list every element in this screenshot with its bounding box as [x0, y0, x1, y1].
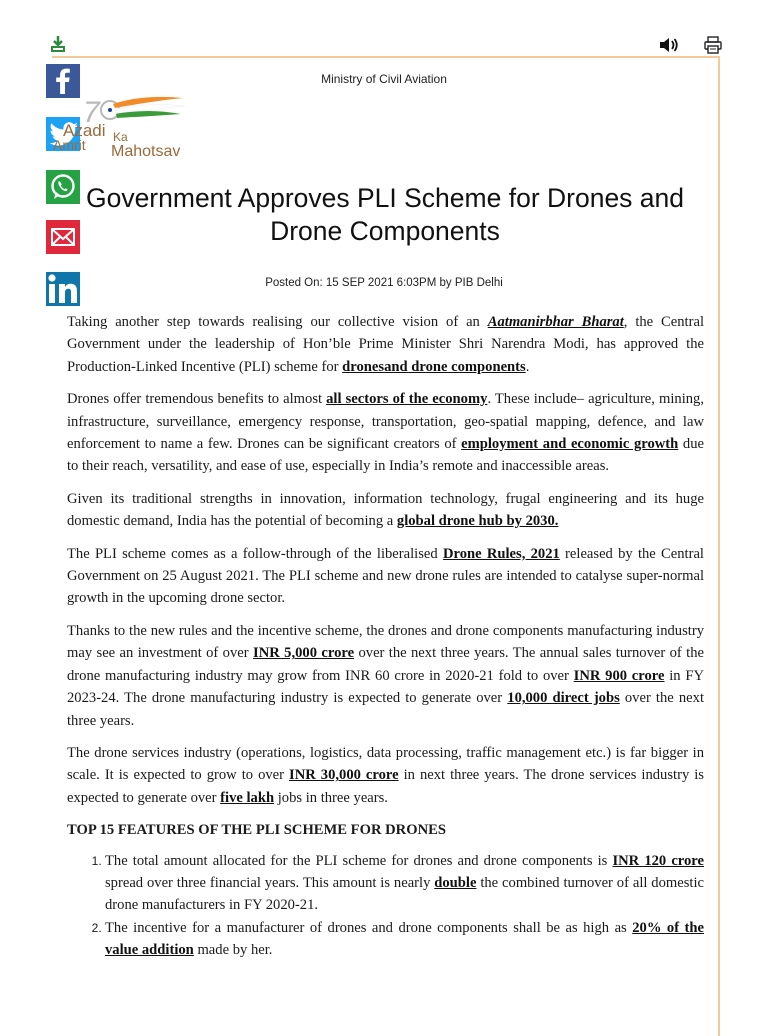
text: over the next three years.: [67, 690, 704, 729]
logo-ka-text: Ka: [113, 130, 128, 144]
global-drone-hub-link[interactable]: global drone hub by 2030.: [396, 513, 559, 530]
inr-30000-crore-link[interactable]: INR 30,000 crore: [289, 767, 399, 784]
paragraph-5: [67, 620, 704, 732]
text: .: [525, 358, 530, 375]
svg-text:7: 7: [83, 96, 100, 129]
text: Drones offer tremendous benefits to almost: [67, 391, 327, 408]
list-item: [105, 917, 704, 962]
text: The total amount allocated for the PLI scheme for drones and drone components is: [105, 852, 613, 869]
posted-date: Posted On: 15 SEP 2021 6:03PM by PIB Delhi: [265, 277, 503, 289]
paragraph-2: [67, 388, 704, 478]
azadi-ka-amrit-mahotsav-logo: [53, 92, 198, 162]
page-title: Government Approves PLI Scheme for Drones and Drone Components: [85, 183, 685, 246]
drone-rules-link[interactable]: Drone Rules, 2021: [442, 545, 560, 562]
text: , the Central Government under the leadership of Hon’ble Prime Minister Shri Narendra Modi, has approved the Production-Linked Incentive (PLI) scheme for: [67, 314, 704, 375]
text: The drone services industry (operations, logistics, data processing, traffic management etc.) is far bigger in scale. It is expected to grow to over: [67, 744, 704, 784]
inr-5000-crore-link[interactable]: INR 5,000 crore: [253, 645, 355, 662]
text: over the next three years. The annual sales turnover of the drone manufacturing industry may grow from INR 60 crore in 2020-21 fold to over: [67, 645, 704, 684]
all-sectors-link[interactable]: all sectors of the economy: [326, 391, 488, 408]
double-link[interactable]: double: [434, 874, 477, 891]
value-addition-link[interactable]: 20% of the value addition: [105, 919, 704, 959]
logo-amrit-text: Amrit: [53, 137, 86, 153]
text: due to their reach, versatility, and ease of use, especially in India’s remote and inaccessible areas.: [67, 436, 704, 475]
text: in next three years. The drone services industry is expected to generate over: [67, 767, 704, 806]
article-body: [67, 311, 704, 962]
whatsapp-icon[interactable]: [46, 170, 80, 204]
list-item: [105, 850, 704, 917]
aatmanirbhar-bharat-link[interactable]: Aatmanirbhar Bharat: [487, 314, 624, 330]
employment-growth-link[interactable]: employment and economic growth: [461, 436, 679, 453]
text: The incentive for a manufacturer of drones and drone components shall be as high as: [105, 919, 633, 936]
email-icon[interactable]: [46, 220, 80, 254]
logo-azadi-text: Azadi: [63, 121, 106, 140]
paragraph-4: [67, 543, 704, 610]
text: in FY 2023-24. The drone manufacturing industry is expected to generate over: [67, 667, 704, 707]
print-icon[interactable]: [704, 36, 722, 54]
features-list: [67, 850, 704, 962]
direct-jobs-link[interactable]: 10,000 direct jobs: [507, 690, 620, 707]
text: Taking another step towards realising our collective vision of an: [67, 314, 488, 330]
features-heading: TOP 15 FEATURES OF THE PLI SCHEME FOR DRONES: [67, 822, 446, 839]
text: made by her.: [193, 942, 273, 959]
paragraph-3: [67, 488, 704, 533]
text: Given its traditional strengths in innovation, information technology, frugal engineering and its huge domestic demand, India has the potential of becoming a: [67, 490, 704, 530]
paragraph-6: [67, 742, 704, 809]
text: jobs in three years.: [274, 789, 388, 806]
logo-mahotsav-text: Mahotsav: [111, 143, 181, 160]
text: The PLI scheme comes as a follow-through of the liberalised: [67, 545, 443, 562]
text: Thanks to the new rules and the incentive scheme, the drones and drone components manufacturing industry may see an investment of over: [67, 622, 704, 662]
inr-900-crore-link[interactable]: INR 900 crore: [573, 667, 665, 684]
drones-components-link[interactable]: dronesand drone components: [342, 358, 526, 375]
five-lakh-link[interactable]: five lakh: [220, 789, 275, 806]
text: the combined turnover of all domestic drone manufacturers in FY 2020-21.: [105, 874, 704, 914]
text: . These include– agriculture, mining, infrastructure, surveillance, emergency response, transportation, geo-spatial mapping, defence, and law enforcement to name a few. Drones can be significant creators of: [67, 391, 704, 453]
paragraph-1: [67, 311, 704, 378]
text: released by the Central Government on 25 August 2021. The PLI scheme and new drone rules are intended to catalyse super-normal growth in the upcoming drone sector.: [67, 545, 704, 607]
download-icon[interactable]: [48, 35, 68, 53]
speaker-icon[interactable]: [659, 37, 679, 53]
text: spread over three financial years. This amount is nearly: [105, 874, 435, 891]
inr-120-crore-link[interactable]: INR 120 crore: [612, 852, 704, 869]
ministry-name: Ministry of Civil Aviation: [321, 72, 447, 86]
